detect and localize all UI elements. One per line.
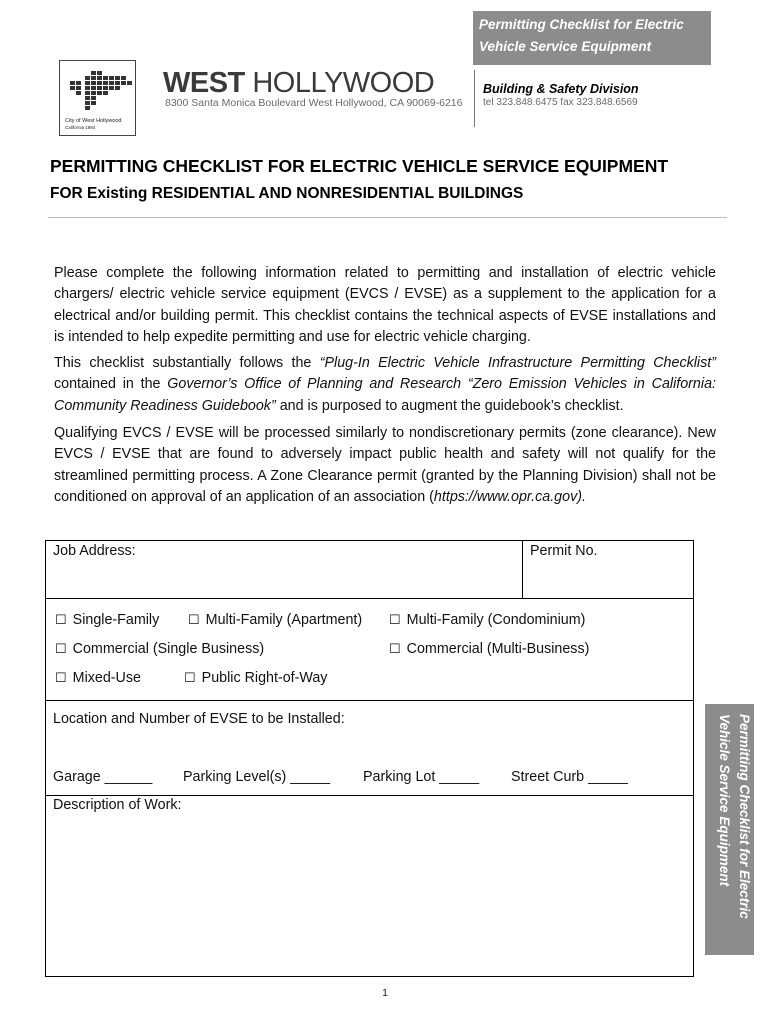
title-rule — [48, 217, 727, 218]
garage-field[interactable]: Garage ______ — [53, 769, 153, 785]
checkbox-icon[interactable]: ☐ — [55, 612, 67, 627]
intro-p2-text-2: contained in the — [54, 376, 168, 393]
description-label: Description of Work: — [53, 797, 182, 813]
option-public-right-of-way[interactable] — [184, 670, 327, 686]
job-address-row — [46, 541, 693, 599]
intro-p3-link[interactable]: https://www.opr.ca.gov). — [433, 488, 586, 505]
building-type-row — [46, 598, 693, 701]
description-row[interactable] — [46, 795, 693, 976]
option-label: Multi-Family (Condominium) — [406, 612, 586, 628]
checkbox-icon[interactable]: ☐ — [55, 641, 67, 656]
checkbox-icon[interactable]: ☐ — [389, 641, 401, 656]
banner-line-2: Vehicle Service Equipment — [479, 39, 652, 54]
option-commercial-single[interactable] — [55, 641, 264, 657]
option-commercial-multi[interactable] — [389, 641, 589, 657]
intro-p2-checklist-title: “Plug-In Electric Vehicle Infrastructure Permitting Checklist” — [319, 355, 716, 372]
option-single-family[interactable] — [55, 612, 159, 628]
side-tab-line-2: Vehicle Service Equipment — [717, 714, 732, 887]
intro-p2-text: This checklist substantially follows the — [54, 355, 320, 372]
option-label: Commercial (Single Business) — [72, 641, 265, 657]
option-label: Mixed-Use — [72, 670, 141, 686]
header-divider — [474, 70, 475, 127]
parking-level-field[interactable]: Parking Level(s) _____ — [183, 769, 331, 785]
option-label: Multi-Family (Apartment) — [205, 612, 363, 628]
checkbox-icon[interactable]: ☐ — [184, 670, 196, 685]
option-label: Single-Family — [72, 612, 160, 628]
page-title-line-2: FOR Existing RESIDENTIAL AND NONRESIDENTIAL BUILDINGS — [50, 185, 524, 202]
city-address: 8300 Santa Monica Boulevard West Hollywood, CA 90069-6216 — [165, 97, 463, 109]
logo-caption-year: California 1984 — [65, 125, 96, 130]
option-label: Public Right-of-Way — [201, 670, 328, 686]
intro-p3-text: Qualifying EVCS / EVSE will be processed similarly to nondiscretionary permits (zone clearance). New EVCS / EVSE that are found to adversely impact public health and safety will not qualify for the streamlined permitting process. A Zone Clearance permit (granted by the Planning Division) shall not be conditioned on approval of an application of an association ( — [54, 425, 716, 505]
street-curb-field[interactable]: Street Curb _____ — [511, 769, 628, 785]
city-logo-mark-icon — [61, 65, 136, 117]
intro-text — [54, 263, 716, 514]
page-number: 1 — [382, 988, 388, 999]
side-tab — [705, 704, 754, 955]
permit-no-label: Permit No. — [530, 543, 598, 559]
city-name-bold: WEST — [163, 67, 245, 99]
logo-caption: City of West Hollywood — [65, 118, 122, 124]
checkbox-icon[interactable]: ☐ — [55, 670, 67, 685]
intro-paragraph-1: Please complete the following information related to permitting and installation of electric vehicle chargers/ electric vehicle service equipment (EVCS / EVSE) as a supplement to the application for a electrical and/or building permit. This checklist contains the technical aspects of EVSE installations and is intended to help expedite permitting and use for electric vehicle charging. — [54, 265, 716, 345]
intro-p2-text-3: and is purposed to augment the guidebook’s checklist. — [275, 397, 624, 414]
page-title-line-1: PERMITTING CHECKLIST FOR ELECTRIC VEHICLE SERVICE EQUIPMENT — [50, 156, 669, 176]
page-title — [50, 156, 730, 203]
city-logo — [59, 60, 136, 136]
permit-divider — [522, 541, 523, 598]
evse-location-row — [46, 700, 693, 796]
header-banner — [473, 11, 711, 65]
division-name: Building & Safety Division — [483, 82, 639, 96]
banner-line-1: Permitting Checklist for Electric — [479, 17, 684, 32]
checkbox-icon[interactable]: ☐ — [389, 612, 401, 627]
division-contact: tel 323.848.6475 fax 323.848.6569 — [483, 97, 638, 108]
option-mixed-use[interactable] — [55, 670, 141, 686]
intro-p2-guidebook-title: Governor’s Office of Planning and Research “Zero Emission Vehicles in California: Community Readiness Guidebook” — [54, 376, 716, 414]
city-name-light: HOLLYWOOD — [244, 67, 435, 99]
option-multi-family-apartment[interactable] — [188, 612, 362, 628]
side-tab-text — [714, 714, 754, 919]
city-name — [163, 68, 434, 98]
option-label: Commercial (Multi-Business) — [406, 641, 590, 657]
intro-paragraph-2 — [54, 353, 716, 417]
job-address-label: Job Address: — [53, 543, 136, 559]
intro-paragraph-3 — [54, 423, 716, 508]
parking-lot-field[interactable]: Parking Lot _____ — [363, 769, 480, 785]
option-multi-family-condominium[interactable] — [389, 612, 585, 628]
side-tab-line-1: Permitting Checklist for Electric — [737, 714, 752, 919]
evse-location-label: Location and Number of EVSE to be Installed: — [53, 711, 345, 727]
checkbox-icon[interactable]: ☐ — [188, 612, 200, 627]
permit-form — [45, 540, 694, 977]
